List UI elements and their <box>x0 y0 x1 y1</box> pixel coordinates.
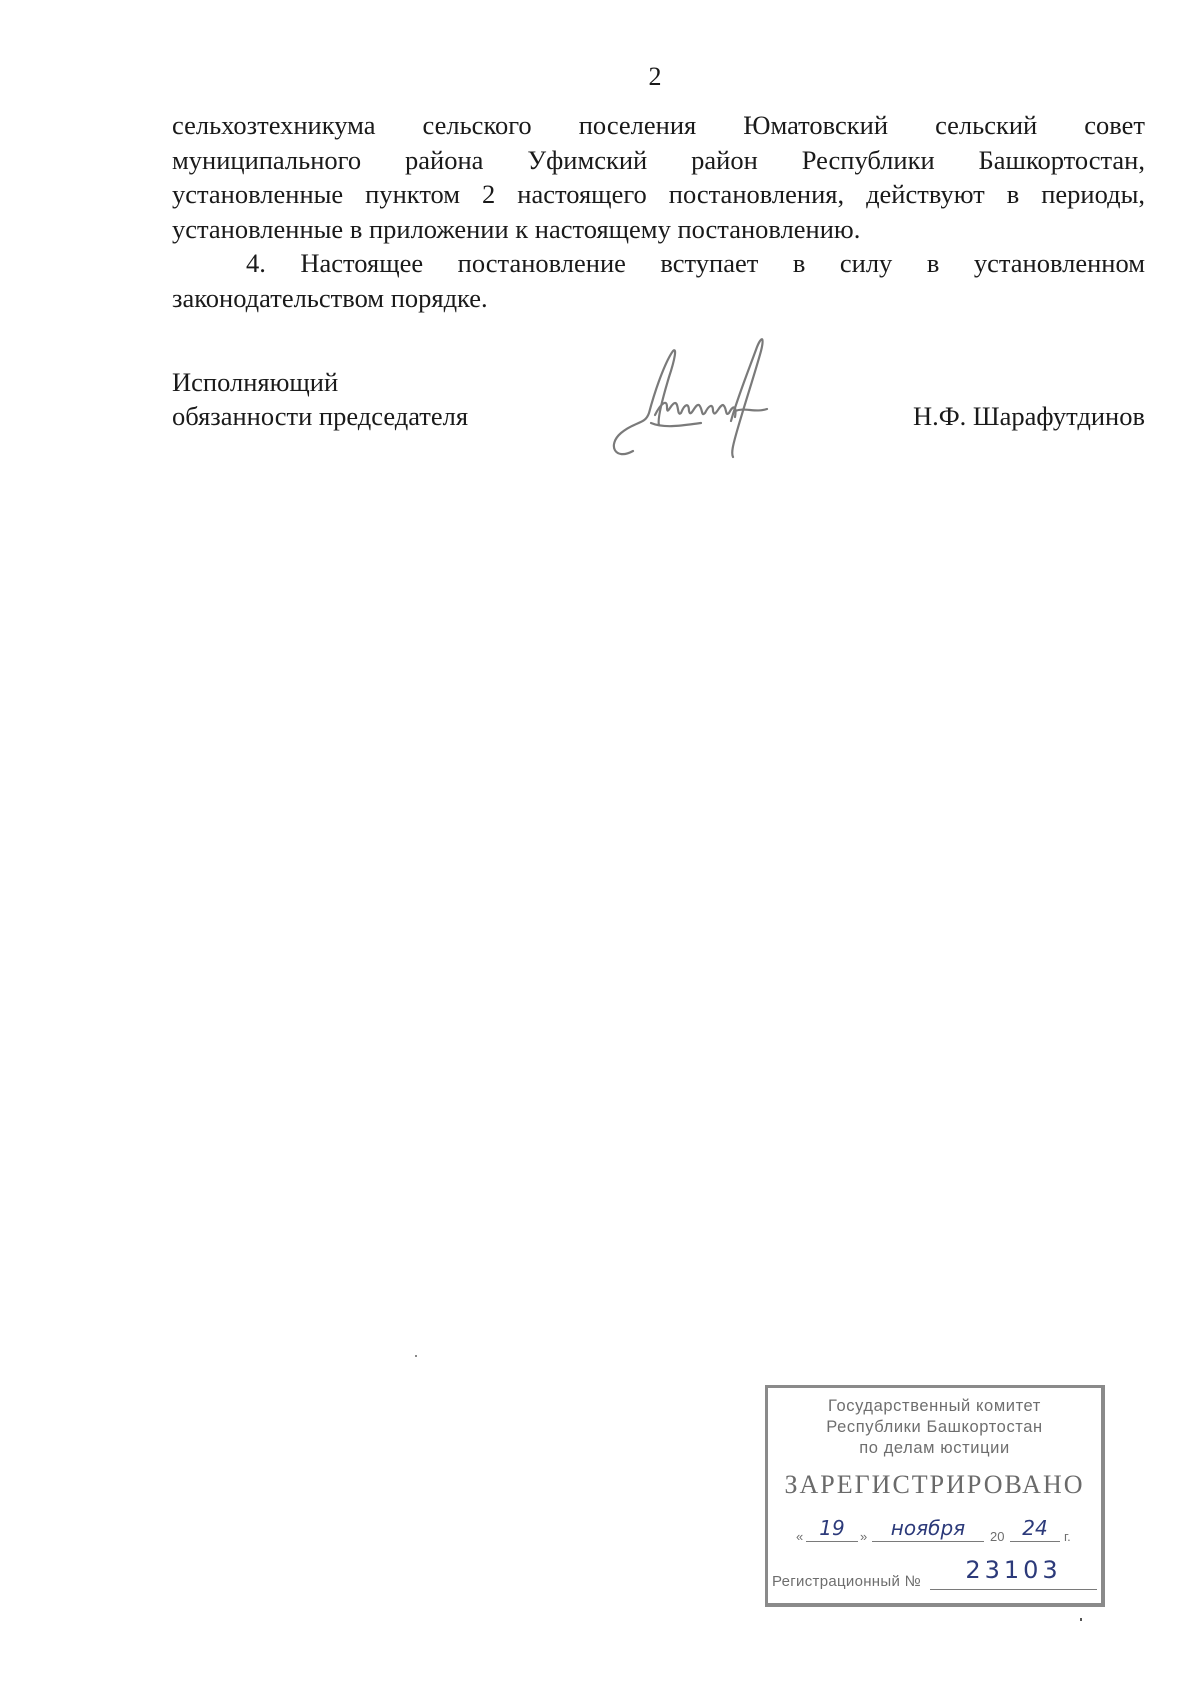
scan-mark <box>1080 1618 1082 1621</box>
body-line: 4. Настоящее постановление вступает в силу в установленном <box>246 248 1145 279</box>
stamp-org-line-1: Государственный комитет <box>828 1397 1041 1415</box>
body-line: установленные в приложении к настоящему постановлению. <box>172 213 861 244</box>
signatory-title-line-2: обязанности председателя <box>172 401 469 431</box>
page-number: 2 <box>648 62 662 91</box>
body-line: муниципального района Уфимский район Республики Башкортостан, <box>172 144 1145 175</box>
stamp-date-month-blank <box>872 1517 984 1542</box>
stamp-date-year-prefix: 20 <box>990 1529 1005 1544</box>
signature-block <box>172 365 1145 475</box>
scan-speck <box>415 1355 417 1357</box>
stamp-date-row <box>796 1516 1086 1546</box>
stamp-org-line-2: Республики Башкортостан <box>826 1418 1043 1436</box>
body-line: установленные пунктом 2 настоящего постановления, действуют в периоды, <box>172 179 1145 210</box>
stamp-organization <box>768 1396 1101 1459</box>
body-line: законодательством порядке. <box>172 282 488 313</box>
stamp-date-close-quote: » <box>860 1529 868 1544</box>
stamp-date-year-abbrev: г. <box>1064 1529 1071 1544</box>
body-line: сельхозтехникума сельского поселения Юматовский сельский совет <box>172 110 1145 140</box>
signatory-title <box>172 365 468 433</box>
stamp-org-line-3: по делам юстиции <box>859 1439 1010 1457</box>
stamp-date-year-blank <box>1010 1517 1060 1542</box>
stamp-date-day-blank <box>806 1517 858 1542</box>
signatory-title-line-1: Исполняющий <box>172 367 339 397</box>
stamp-registration-number: 23103 <box>965 1556 1062 1584</box>
stamp-registration-label: Регистрационный № <box>772 1573 921 1590</box>
stamp-date-open-quote: « <box>796 1529 804 1544</box>
signatory-name: Н.Ф. Шарафутдинов <box>912 401 1145 431</box>
paragraph-3-continuation <box>172 108 1145 246</box>
stamp-date-month: ноября <box>890 1516 966 1540</box>
stamp-status: ЗАРЕГИСТРИРОВАНО <box>784 1470 1085 1499</box>
stamp-date-day: 19 <box>819 1516 845 1540</box>
stamp-registration-blank <box>930 1556 1097 1590</box>
stamp-date-year: 24 <box>1022 1516 1048 1540</box>
paragraph-4 <box>172 246 1145 315</box>
handwritten-signature-icon <box>605 333 775 463</box>
registration-stamp <box>765 1385 1105 1607</box>
stamp-registration-row <box>772 1556 1097 1594</box>
document-body <box>172 108 1145 316</box>
